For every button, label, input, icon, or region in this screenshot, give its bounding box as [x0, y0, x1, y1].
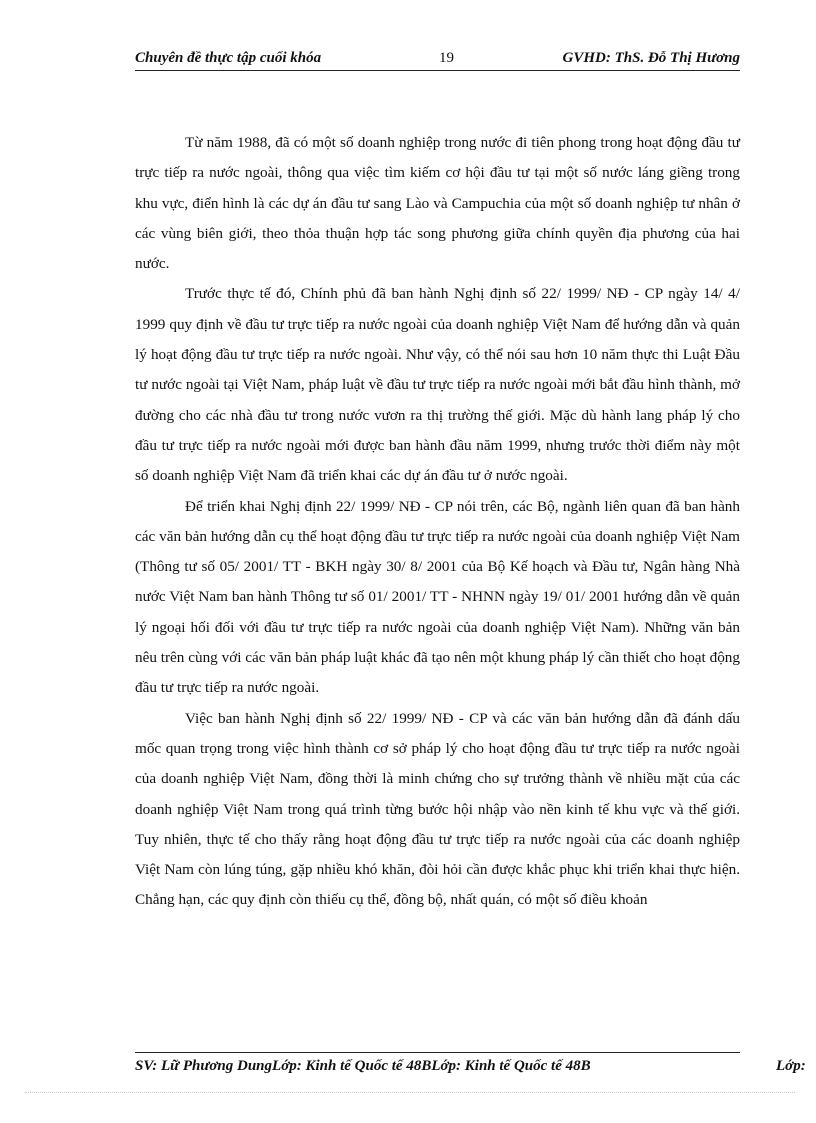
document-body — [135, 128, 740, 916]
paragraph-4: Việc ban hành Nghị định số 22/ 1999/ NĐ - CP và các văn bản hướng dẫn đã đánh dấu mốc quan trọng trong việc hình thành cơ sở pháp lý cho hoạt động đầu tư trực tiếp ra nước ngoài của doanh nghiệp Việt Nam, đồng thời là minh chứng cho sự trưởng thành về nhiều mặt của các doanh nghiệp Việt Nam trong quá trình từng bước hội nhập vào nền kinh tế khu vực và thế giới. Tuy nhiên, thực tế cho thấy rằng hoạt động đầu tư trực tiếp ra nước ngoài của các doanh nghiệp Việt Nam còn lúng túng, gặp nhiều khó khăn, đòi hỏi cần được khắc phục khi triển khai thực hiện. Chẳng hạn, các quy định còn thiếu cụ thể, đồng bộ, nhất quán, có một số điều khoản — [135, 709, 740, 909]
page-number: 19 — [439, 50, 454, 66]
paragraph-2: Trước thực tế đó, Chính phủ đã ban hành Nghị định số 22/ 1999/ NĐ - CP ngày 14/ 4/ 1999 quy định về đầu tư trực tiếp ra nước ngoài của doanh nghiệp Việt Nam để hướng dẫn và quản lý hoạt động đầu tư trực tiếp ra nước ngoài. Như vậy, có thể nói sau hơn 10 năm thực thi Luật Đầu tư nước ngoài tại Việt Nam, pháp luật về đầu tư trực tiếp ra nước ngoài mới bắt đầu hình thành, mở đường cho các nhà đầu tư trong nước vươn ra thị trường thế giới. Mặc dù hành lang pháp lý cho đầu tư trực tiếp ra nước ngoài mới được ban hành đầu năm 1999, nhưng trước thời điểm này một số doanh nghiệp Việt Nam đã triển khai các dự án đầu tư ở nước ngoài. — [135, 285, 740, 485]
page-edge-divider — [25, 1092, 795, 1093]
footer-class-label: Lớp: — [776, 1058, 806, 1074]
page-footer — [135, 1052, 806, 1074]
header-supervisor: GVHD: ThS. Đỗ Thị Hương — [562, 50, 740, 66]
footer-student: SV: Lữ Phương DungLớp: Kinh tế Quốc tế 48BLớp: Kinh tế Quốc tế 48B — [135, 1058, 591, 1074]
page-header — [135, 48, 740, 71]
paragraph-3: Để triển khai Nghị định 22/ 1999/ NĐ - CP nói trên, các Bộ, ngành liên quan đã ban hành các văn bản hướng dẫn cụ thể hoạt động đầu tư trực tiếp ra nước ngoài của doanh nghiệp Việt Nam (Thông tư số 05/ 2001/ TT - BKH ngày 30/ 8/ 2001 của Bộ Kế hoạch và Đầu tư, Ngân hàng Nhà nước Việt Nam ban hành Thông tư số 01/ 2001/ TT - NHNN ngày 19/ 01/ 2001 hướng dẫn về quản lý ngoại hối đối với đầu tư trực tiếp ra nước ngoài của doanh nghiệp Việt Nam). Những văn bản nêu trên cùng với các văn bản pháp luật khác đã tạo nên một khung pháp lý cần thiết cho hoạt động đầu tư trực tiếp ra nước ngoài. — [135, 497, 740, 697]
header-title: Chuyên đề thực tập cuối khóa — [135, 50, 322, 66]
paragraph-1: Từ năm 1988, đã có một số doanh nghiệp trong nước đi tiên phong trong hoạt động đầu tư trực tiếp ra nước ngoài, thông qua việc tìm kiếm cơ hội đầu tư tại một số nước láng giềng trong khu vực, điển hình là các dự án đầu tư sang Lào và Campuchia của một số doanh nghiệp tư nhân ở các vùng biên giới, theo thỏa thuận hợp tác song phương giữa chính quyền địa phương của hai nước. — [135, 134, 740, 273]
